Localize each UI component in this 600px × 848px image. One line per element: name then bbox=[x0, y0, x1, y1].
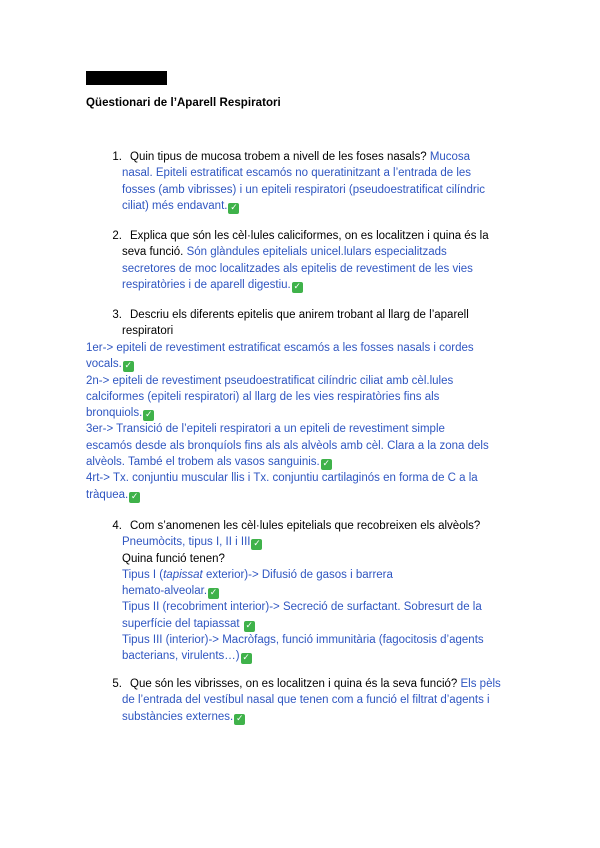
white-check-mark-icon: ✓ bbox=[144, 410, 153, 421]
question-3-answers bbox=[86, 340, 526, 503]
question-number: 5. bbox=[112, 678, 122, 690]
answer-text: 4rt-> Tx. conjuntiu muscular llis i Tx. conjuntiu cartilaginós en forma de C a la bbox=[86, 472, 478, 485]
question-text: Com s’anomenen les cèl·lules epitelials que recobreixen els alvèols? bbox=[130, 520, 481, 532]
answer-text: Són glàndules epitelials unicel.lulars especialitzads bbox=[186, 246, 447, 259]
question-text: Quin tipus de mucosa trobem a nivell de les foses nasals? bbox=[130, 151, 427, 163]
answer-text: secretores de moc localitzades als epitelis de revestiment de les vies bbox=[122, 262, 473, 275]
question-5 bbox=[86, 676, 518, 725]
answer-text: vocals. bbox=[86, 358, 122, 371]
answer-text: substàncies externes. bbox=[122, 710, 234, 723]
white-check-mark-icon: ✓ bbox=[245, 620, 254, 631]
answer-text: hemato-alveolar. bbox=[122, 585, 208, 598]
white-check-mark-icon: ✓ bbox=[322, 459, 331, 470]
answer-text: superfície del tapiassat bbox=[122, 617, 240, 630]
answer-text: 3er-> Transició de l’epiteli respiratori a un epiteli de revestiment simple bbox=[86, 423, 445, 436]
white-check-mark-icon: ✓ bbox=[124, 361, 133, 372]
answer-text: Pneumòcits, tipus I, II i III bbox=[122, 536, 251, 549]
question-text: Descriu els diferents epitelis que anirem trobant al llarg de l’aparell bbox=[130, 309, 469, 321]
white-check-mark-icon: ✓ bbox=[235, 713, 244, 724]
question-text: Quina funció tenen? bbox=[122, 552, 225, 565]
answer-text: ciliat) més endavant. bbox=[122, 199, 228, 212]
answer-text: tràquea. bbox=[86, 488, 129, 501]
white-check-mark-icon: ✓ bbox=[253, 539, 261, 550]
answer-text: bronquiols. bbox=[86, 407, 143, 420]
answer-text: nasal. Epiteli estratificat escamós no queratinitzant a l’entrada de les bbox=[122, 167, 472, 180]
document-title: Qüestionari de l’Aparell Respiratori bbox=[86, 97, 281, 109]
white-check-mark-icon: ✓ bbox=[230, 202, 238, 213]
answer-text: fosses (amb vibrisses) i un epiteli respiratori (pseudoestratificat cilíndric bbox=[122, 183, 486, 196]
question-text: respiratori bbox=[122, 325, 174, 338]
answer-text: de l’entrada del vestíbul nasal que tenen com a funció el filtrat d’agents i bbox=[122, 694, 490, 707]
redaction-bar bbox=[86, 71, 167, 85]
question-4 bbox=[86, 518, 518, 665]
answer-text: 1er-> epiteli de revestiment estratificat escamós a les fosses nasals i cordes bbox=[86, 342, 474, 354]
question-text: Explica que són les cèl·lules caliciformes, on es localitzen i quina és la bbox=[130, 230, 489, 242]
answer-text: bacterians, virulents…) bbox=[122, 650, 240, 663]
question-2 bbox=[86, 228, 518, 293]
question-3 bbox=[86, 307, 518, 340]
answer-text: Tipus III (interior)-> Macròfags, funció immunitària (fagocitosis d’agents bbox=[122, 634, 484, 647]
answer-text: calciformes (epiteli respiratori) al llarg de les vies respiratòries fins als bbox=[86, 390, 440, 403]
question-number: 1. bbox=[112, 151, 122, 163]
question-number: 4. bbox=[112, 520, 122, 532]
question-text: seva funció. bbox=[122, 246, 184, 259]
question-number: 3. bbox=[112, 309, 122, 321]
white-check-mark-icon: ✓ bbox=[242, 653, 250, 664]
question-1 bbox=[86, 149, 518, 214]
answer-text: alvèols. També el trobem als vasos sanguinis. bbox=[86, 456, 320, 469]
answer-text: respiratòries i de aparell digestiu. bbox=[122, 278, 291, 291]
answer-text: 2n-> epiteli de revestiment pseudoestratificat cilíndric ciliat amb cèl.lules bbox=[86, 374, 454, 387]
white-check-mark-icon: ✓ bbox=[130, 491, 139, 502]
question-text: Que són les vibrisses, on es localitzen i quina és la seva funció? bbox=[130, 678, 458, 690]
answer-text: escamós desde als bronquíols fins als als alvèols amb cèl. Clara a la zona dels bbox=[86, 439, 489, 452]
question-number: 2. bbox=[112, 230, 122, 242]
answer-text: Mucosa bbox=[429, 151, 471, 163]
answer-text: Tipus I (tapissat exterior)-> Difusió de gasos i barrera bbox=[122, 568, 393, 581]
answer-text: Tipus II (recobriment interior)-> Secreció de surfactant. Sobresurt de la bbox=[122, 601, 482, 614]
white-check-mark-icon: ✓ bbox=[293, 281, 302, 292]
white-check-mark-icon: ✓ bbox=[209, 588, 218, 599]
answer-text: Els pèls bbox=[460, 678, 501, 690]
